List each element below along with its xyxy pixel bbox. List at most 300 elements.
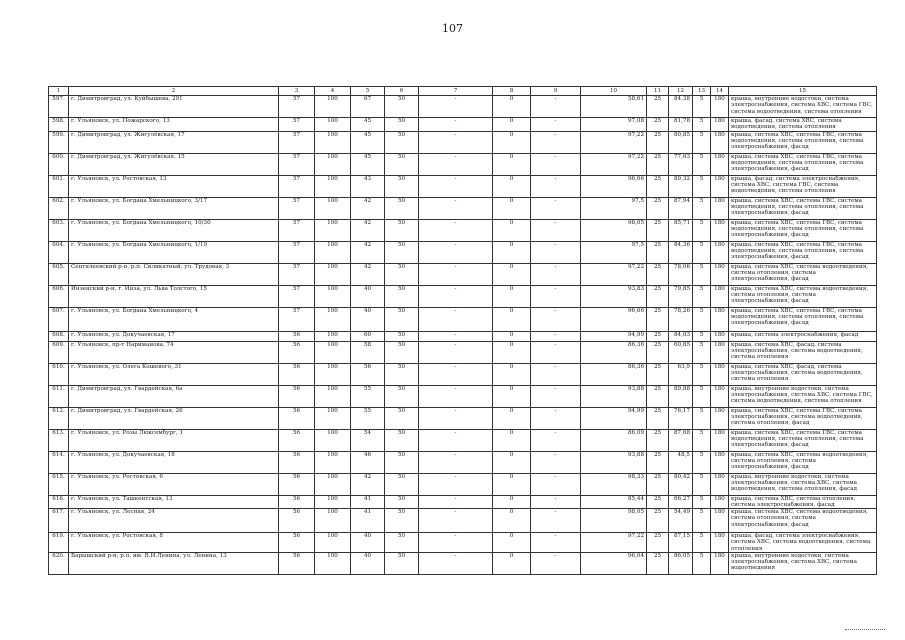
cell-c4: 100 (315, 219, 351, 241)
cell-c8: 0 (493, 285, 531, 307)
cell-c6: 50 (385, 385, 419, 407)
table-row (49, 241, 877, 263)
cell-n: 613. (49, 429, 69, 451)
cell-c9: - (531, 219, 581, 241)
cell-c10: 97,08 (581, 118, 647, 132)
cell-c12: 77,63 (669, 153, 693, 175)
cell-c13: 5 (693, 153, 711, 175)
cell-c7: - (419, 197, 493, 219)
cell-c8: 0 (493, 131, 531, 153)
cell-c11: 25 (647, 407, 669, 429)
cell-c10: 93,88 (581, 385, 647, 407)
cell-c8: 0 (493, 341, 531, 363)
cell-c6: 50 (385, 96, 419, 118)
cell-c5: 58 (351, 341, 385, 363)
cell-c14: 180 (711, 285, 729, 307)
cell-c10: 97,22 (581, 533, 647, 553)
cell-n: 617. (49, 509, 69, 533)
cell-c7: - (419, 153, 493, 175)
cell-works: крыша, система ХВС, система отопления, система электроснабжения, фасад (729, 495, 877, 509)
cell-c11: 25 (647, 263, 669, 285)
cell-c11: 25 (647, 495, 669, 509)
data-table (48, 86, 877, 575)
cell-c6: 50 (385, 341, 419, 363)
cell-n: 604. (49, 241, 69, 263)
cell-c9: - (531, 197, 581, 219)
cell-c4: 100 (315, 175, 351, 197)
cell-c4: 100 (315, 307, 351, 331)
cell-c14: 180 (711, 509, 729, 533)
table-row (49, 263, 877, 285)
cell-works: крыша, система ХВС, система водоотведения, система отопления, система электроснабжения, фасад (729, 451, 877, 473)
column-header: 3 (279, 87, 315, 96)
cell-c9: - (531, 363, 581, 385)
cell-addr: г. Ульяновск, ул. Богдана Хмельницкого, 1/19 (69, 241, 279, 263)
table-row (49, 533, 877, 553)
cell-n: 602. (49, 197, 69, 219)
cell-c7: - (419, 331, 493, 341)
table-row (49, 429, 877, 451)
cell-c8: 0 (493, 96, 531, 118)
cell-c10: 94,99 (581, 407, 647, 429)
scan-mark (845, 629, 885, 634)
column-header: 9 (531, 87, 581, 96)
cell-c5: 40 (351, 533, 385, 553)
cell-c4: 100 (315, 363, 351, 385)
cell-c11: 25 (647, 533, 669, 553)
cell-c8: 0 (493, 263, 531, 285)
cell-c10: 93,83 (581, 285, 647, 307)
cell-works: крыша, система ХВС, система ГВС, система водоотведения, система отопления, система электроснабжения, фасад (729, 241, 877, 263)
cell-c5: 43 (351, 175, 385, 197)
cell-c5: 42 (351, 219, 385, 241)
cell-works: крыша, фасад, система ХВС, система водоотведения, система отопления (729, 118, 877, 132)
cell-c6: 50 (385, 131, 419, 153)
table-row (49, 385, 877, 407)
cell-works: крыша, система ХВС, система ГВС, система водоотведения, система отопления, система электроснабжения, фасад (729, 307, 877, 331)
cell-c11: 25 (647, 96, 669, 118)
header-row (49, 87, 877, 96)
cell-n: 603. (49, 219, 69, 241)
cell-c14: 180 (711, 153, 729, 175)
cell-c4: 100 (315, 241, 351, 263)
cell-c10: 86,36 (581, 341, 647, 363)
cell-n: 601. (49, 175, 69, 197)
cell-c12: 78,06 (669, 263, 693, 285)
cell-addr: г. Ульяновск, ул. Докучаевская, 17 (69, 331, 279, 341)
cell-c12: 60,85 (669, 341, 693, 363)
cell-c3: 56 (279, 533, 315, 553)
cell-n: 608. (49, 331, 69, 341)
table-row (49, 552, 877, 574)
cell-works: крыша, система ХВС, система водоотведения, система отопления, система электроснабжения, фасад (729, 509, 877, 533)
cell-c5: 54 (351, 429, 385, 451)
cell-addr: г. Ульяновск, ул. Богдана Хмельницкого, 10/30 (69, 219, 279, 241)
cell-c8: 0 (493, 153, 531, 175)
column-header: 11 (647, 87, 669, 96)
cell-c11: 25 (647, 175, 669, 197)
cell-c13: 5 (693, 307, 711, 331)
cell-c12: 85,71 (669, 219, 693, 241)
cell-works: крыша, система ХВС, фасад, система электроснабжения, система водоотведения, система отопления (729, 363, 877, 385)
cell-c7: - (419, 131, 493, 153)
cell-c12: 79,85 (669, 285, 693, 307)
cell-c6: 50 (385, 307, 419, 331)
cell-c10: 58,61 (581, 96, 647, 118)
cell-works: крыша, система ХВС, система ГВС, система электроснабжения, система водоотведения, система отопления, фасад (729, 407, 877, 429)
cell-addr: г. Ульяновск, ул. Ростовская, 8 (69, 533, 279, 553)
cell-c3: 57 (279, 131, 315, 153)
cell-c3: 57 (279, 219, 315, 241)
table-body (49, 96, 877, 575)
cell-c12: 87,68 (669, 429, 693, 451)
cell-c7: - (419, 263, 493, 285)
column-header: 1 (49, 87, 69, 96)
cell-c12: 78,26 (669, 307, 693, 331)
cell-addr: г. Димитровград, ул. Жигулёвская, 17 (69, 131, 279, 153)
table-row (49, 451, 877, 473)
cell-addr: г. Ульяновск, ул. Пожарского, 13 (69, 118, 279, 132)
cell-c6: 50 (385, 263, 419, 285)
table-row (49, 118, 877, 132)
cell-c5: 46 (351, 451, 385, 473)
cell-n: 605. (49, 263, 69, 285)
cell-c4: 100 (315, 473, 351, 495)
cell-c7: - (419, 118, 493, 132)
cell-c8: 0 (493, 429, 531, 451)
table-row (49, 197, 877, 219)
cell-c7: - (419, 307, 493, 331)
cell-c3: 56 (279, 451, 315, 473)
cell-c6: 50 (385, 533, 419, 553)
cell-c11: 25 (647, 473, 669, 495)
column-header: 15 (729, 87, 877, 96)
cell-c11: 25 (647, 451, 669, 473)
cell-works: крыша, система электроснабжения, фасад (729, 331, 877, 341)
cell-c12: 86,05 (669, 552, 693, 574)
cell-c9: - (531, 175, 581, 197)
cell-c6: 50 (385, 473, 419, 495)
cell-c10: 94,99 (581, 331, 647, 341)
cell-c6: 50 (385, 495, 419, 509)
cell-c12: 84,03 (669, 331, 693, 341)
cell-c6: 50 (385, 451, 419, 473)
table-row (49, 509, 877, 533)
cell-works: крыша, система ХВС, система ГВС, система водоотведения, система отопления, система электроснабжения, фасад (729, 131, 877, 153)
cell-c7: - (419, 363, 493, 385)
cell-c11: 25 (647, 509, 669, 533)
cell-c3: 56 (279, 429, 315, 451)
cell-c9: - (531, 153, 581, 175)
cell-c6: 50 (385, 363, 419, 385)
cell-c10: 93,88 (581, 451, 647, 473)
cell-c5: 60 (351, 331, 385, 341)
cell-c9: - (531, 407, 581, 429)
cell-c6: 50 (385, 285, 419, 307)
cell-c9: - (531, 285, 581, 307)
cell-c7: - (419, 285, 493, 307)
cell-c14: 180 (711, 407, 729, 429)
cell-c3: 57 (279, 263, 315, 285)
cell-c12: 81,78 (669, 118, 693, 132)
cell-addr: г. Ульяновск, ул. Лесная, 24 (69, 509, 279, 533)
cell-c3: 57 (279, 285, 315, 307)
column-header: 12 (669, 87, 693, 96)
cell-c7: - (419, 219, 493, 241)
cell-c13: 5 (693, 363, 711, 385)
cell-c11: 25 (647, 363, 669, 385)
cell-c5: 41 (351, 509, 385, 533)
cell-c13: 5 (693, 96, 711, 118)
cell-c10: 96,66 (581, 175, 647, 197)
cell-c8: 0 (493, 533, 531, 553)
cell-c10: 98,05 (581, 219, 647, 241)
cell-n: 615. (49, 473, 69, 495)
cell-n: 611. (49, 385, 69, 407)
cell-c13: 5 (693, 407, 711, 429)
cell-c8: 0 (493, 331, 531, 341)
cell-c13: 5 (693, 451, 711, 473)
cell-c3: 56 (279, 495, 315, 509)
cell-n: 620. (49, 552, 69, 574)
cell-c7: - (419, 552, 493, 574)
cell-c5: 40 (351, 552, 385, 574)
cell-c5: 56 (351, 363, 385, 385)
cell-c8: 0 (493, 219, 531, 241)
cell-c4: 100 (315, 509, 351, 533)
column-header: 2 (69, 87, 279, 96)
cell-c13: 5 (693, 131, 711, 153)
cell-c13: 5 (693, 197, 711, 219)
cell-c7: - (419, 473, 493, 495)
cell-c4: 100 (315, 96, 351, 118)
cell-c9: - (531, 241, 581, 263)
cell-c4: 100 (315, 285, 351, 307)
cell-c13: 5 (693, 429, 711, 451)
cell-n: 607. (49, 307, 69, 331)
table-row (49, 473, 877, 495)
cell-c13: 5 (693, 263, 711, 285)
cell-n: 597. (49, 96, 69, 118)
column-header: 5 (351, 87, 385, 96)
cell-c11: 25 (647, 341, 669, 363)
cell-n: 619. (49, 533, 69, 553)
cell-works: крыша, система ХВС, система ГВС, система водоотведения, система отопления, система электроснабжения, фасад (729, 197, 877, 219)
column-header: 6 (385, 87, 419, 96)
cell-c7: - (419, 451, 493, 473)
cell-c7: - (419, 495, 493, 509)
cell-c4: 100 (315, 429, 351, 451)
cell-c4: 100 (315, 263, 351, 285)
cell-c9: - (531, 131, 581, 153)
column-header: 13 (693, 87, 711, 96)
cell-c12: 54,49 (669, 509, 693, 533)
cell-works: крыша, внутренние водостоки, система электроснабжения, система ХВС, система водоотведения (729, 552, 877, 574)
cell-c14: 180 (711, 473, 729, 495)
cell-c9: - (531, 552, 581, 574)
cell-c6: 50 (385, 197, 419, 219)
cell-c13: 5 (693, 552, 711, 574)
cell-c11: 25 (647, 153, 669, 175)
cell-works: крыша, внутренние водостоки, система электроснабжения, система ХВС, система ГВС, система водоотведения, система отопления (729, 385, 877, 407)
cell-c12: 80,42 (669, 473, 693, 495)
cell-c6: 50 (385, 429, 419, 451)
cell-c14: 180 (711, 341, 729, 363)
cell-c3: 57 (279, 307, 315, 331)
cell-c8: 0 (493, 175, 531, 197)
cell-c14: 180 (711, 219, 729, 241)
cell-c3: 56 (279, 363, 315, 385)
cell-c5: 42 (351, 241, 385, 263)
cell-works: крыша, фасад, система электроснабжения, система ХВС, система водоотведения, система отопления (729, 533, 877, 553)
cell-c14: 180 (711, 331, 729, 341)
cell-c5: 55 (351, 385, 385, 407)
table-row (49, 153, 877, 175)
cell-c4: 100 (315, 331, 351, 341)
cell-c3: 56 (279, 509, 315, 533)
cell-c14: 180 (711, 307, 729, 331)
cell-c10: 97,5 (581, 241, 647, 263)
cell-c9: - (531, 331, 581, 341)
cell-c8: 0 (493, 407, 531, 429)
cell-c8: 0 (493, 473, 531, 495)
cell-c7: - (419, 175, 493, 197)
column-header: 14 (711, 87, 729, 96)
cell-c8: 0 (493, 197, 531, 219)
cell-c4: 100 (315, 341, 351, 363)
cell-c11: 25 (647, 552, 669, 574)
cell-n: 600. (49, 153, 69, 175)
cell-addr: г. Димитровград, ул. Куйбышева, 291 (69, 96, 279, 118)
cell-c4: 100 (315, 131, 351, 153)
cell-c14: 180 (711, 263, 729, 285)
cell-n: 614. (49, 451, 69, 473)
table-row (49, 407, 877, 429)
cell-c3: 56 (279, 331, 315, 341)
cell-addr: г. Ульяновск, ул. Докучаевская, 18 (69, 451, 279, 473)
cell-c3: 57 (279, 175, 315, 197)
cell-c14: 180 (711, 495, 729, 509)
cell-c14: 180 (711, 385, 729, 407)
cell-c3: 57 (279, 197, 315, 219)
cell-c13: 5 (693, 341, 711, 363)
cell-c10: 98,33 (581, 473, 647, 495)
cell-addr: Барышский р-н, р.п. им. В.И.Ленина, ул. Ленина, 13 (69, 552, 279, 574)
cell-c10: 98,05 (581, 509, 647, 533)
cell-c12: 66,27 (669, 495, 693, 509)
table-row (49, 131, 877, 153)
cell-c11: 25 (647, 307, 669, 331)
cell-c8: 0 (493, 241, 531, 263)
cell-c6: 50 (385, 219, 419, 241)
cell-c3: 57 (279, 153, 315, 175)
cell-c3: 57 (279, 241, 315, 263)
cell-works: крыша, фасад, система электроснабжения, система ХВС, система ГВС, система водоотведения, система отопления (729, 175, 877, 197)
cell-c7: - (419, 341, 493, 363)
cell-c13: 5 (693, 495, 711, 509)
cell-works: крыша, внутренние водостоки, система электроснабжения, система ХВС, система водоотведения, система отопления, фасад (729, 473, 877, 495)
cell-c12: 48,5 (669, 451, 693, 473)
cell-c11: 25 (647, 241, 669, 263)
cell-n: 598. (49, 118, 69, 132)
cell-c10: 97,22 (581, 263, 647, 285)
table-row (49, 363, 877, 385)
cell-c6: 50 (385, 552, 419, 574)
cell-addr: г. Димитровград, ул. Гвардейская, 6а (69, 385, 279, 407)
cell-c9: - (531, 451, 581, 473)
cell-c5: 55 (351, 407, 385, 429)
cell-c11: 25 (647, 197, 669, 219)
cell-c11: 25 (647, 331, 669, 341)
cell-c8: 0 (493, 385, 531, 407)
column-header: 8 (493, 87, 531, 96)
cell-c7: - (419, 385, 493, 407)
cell-works: крыша, система ХВС, фасад, система электроснабжения, система водоотведения, система отопления (729, 341, 877, 363)
cell-c12: 84,38 (669, 96, 693, 118)
table-row (49, 307, 877, 331)
cell-works: крыша, система ХВС, система водоотведения, система отопления, система электроснабжения, фасад (729, 285, 877, 307)
cell-c12: 87,94 (669, 197, 693, 219)
cell-c13: 5 (693, 509, 711, 533)
cell-c5: 67 (351, 96, 385, 118)
table-row (49, 331, 877, 341)
cell-addr: Сенгилеевский р-н, р.п. Силикатный, ул. Трудовая, 3 (69, 263, 279, 285)
cell-c11: 25 (647, 131, 669, 153)
cell-c5: 42 (351, 473, 385, 495)
cell-c4: 100 (315, 118, 351, 132)
cell-c9: - (531, 385, 581, 407)
cell-c4: 100 (315, 533, 351, 553)
cell-c11: 25 (647, 385, 669, 407)
cell-addr: Инзенский р-н, г. Инза, ул. Льва Толстого, 15 (69, 285, 279, 307)
cell-c5: 40 (351, 307, 385, 331)
cell-c4: 100 (315, 153, 351, 175)
cell-addr: г. Ульяновск, ул. Ростовская, 6 (69, 473, 279, 495)
cell-c3: 56 (279, 341, 315, 363)
cell-c13: 5 (693, 241, 711, 263)
cell-n: 599. (49, 131, 69, 153)
cell-c5: 40 (351, 285, 385, 307)
cell-c4: 100 (315, 385, 351, 407)
table-row (49, 495, 877, 509)
cell-c14: 180 (711, 429, 729, 451)
cell-c9: - (531, 96, 581, 118)
cell-c5: 45 (351, 153, 385, 175)
cell-addr: г. Ульяновск, ул. Ташкентская, 13 (69, 495, 279, 509)
cell-c13: 5 (693, 285, 711, 307)
cell-c7: - (419, 429, 493, 451)
cell-c14: 180 (711, 533, 729, 553)
table-row (49, 175, 877, 197)
cell-c6: 50 (385, 175, 419, 197)
column-header: 10 (581, 87, 647, 96)
cell-c14: 180 (711, 175, 729, 197)
cell-c5: 41 (351, 495, 385, 509)
cell-c6: 50 (385, 241, 419, 263)
cell-n: 612. (49, 407, 69, 429)
cell-c12: 76,17 (669, 407, 693, 429)
cell-n: 616. (49, 495, 69, 509)
cell-c9: - (531, 429, 581, 451)
cell-c9: - (531, 509, 581, 533)
table-row (49, 285, 877, 307)
cell-c10: 86,09 (581, 429, 647, 451)
cell-c6: 50 (385, 118, 419, 132)
cell-c14: 180 (711, 131, 729, 153)
cell-c14: 180 (711, 96, 729, 118)
cell-c14: 180 (711, 451, 729, 473)
cell-works: крыша, система ХВС, система водоотведения, система отопления, система электроснабжения, фасад (729, 263, 877, 285)
